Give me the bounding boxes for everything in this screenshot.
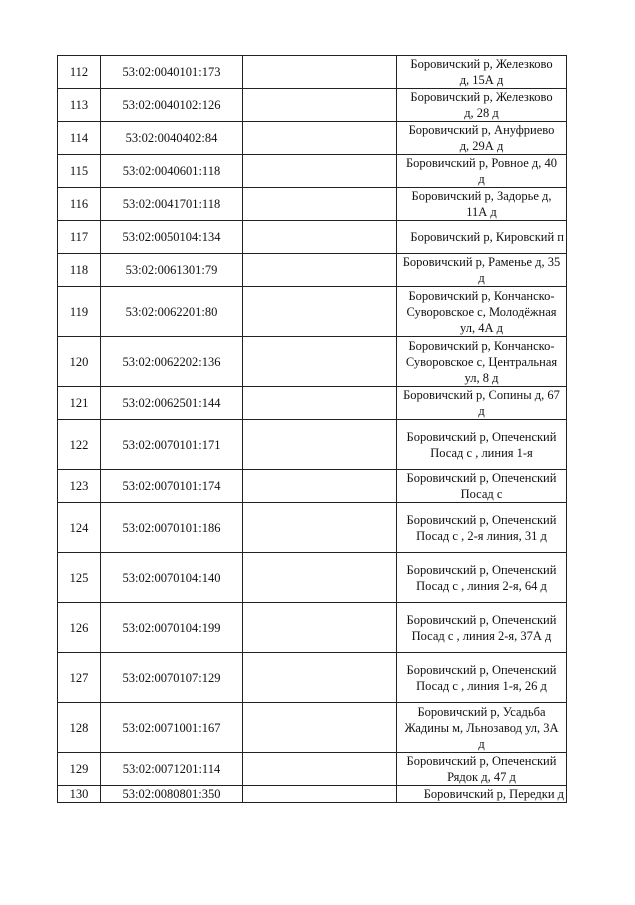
table-row: [58, 188, 567, 221]
address-line: д: [478, 271, 485, 285]
empty-cell: [243, 503, 397, 553]
address-cell: [397, 287, 567, 337]
empty-cell: [243, 188, 397, 221]
table-row: [58, 503, 567, 553]
address-cell: [397, 603, 567, 653]
address-line: Боровичский р, Кончанско-: [408, 288, 555, 303]
table-row: [58, 254, 567, 287]
address-cell: [397, 470, 567, 503]
table-row: [58, 56, 567, 89]
cadastral-number: 53:02:0061301:79: [101, 254, 243, 287]
table-row: [58, 387, 567, 420]
cadastral-number: 53:02:0062201:80: [101, 287, 243, 337]
address-line: Боровичский р, Ровное д, 40: [405, 156, 558, 170]
address-cell: [397, 753, 567, 786]
cadastral-number: 53:02:0062202:136: [101, 337, 243, 387]
address-cell: [397, 254, 567, 287]
address-line: 11А д: [466, 205, 497, 219]
table-row: [58, 155, 567, 188]
address-line: Боровичский р, Ануфриево: [408, 123, 555, 137]
cadastral-number: 53:02:0071001:167: [101, 703, 243, 753]
address-line: Боровичский р, Сопины д, 67: [403, 388, 560, 402]
empty-cell: [243, 122, 397, 155]
address-line: д, 29А д: [459, 139, 504, 153]
row-number: 119: [58, 287, 101, 337]
address-cell: [397, 337, 567, 387]
empty-cell: [243, 786, 397, 803]
address-cell: [397, 503, 567, 553]
empty-cell: [243, 553, 397, 603]
address-line: Боровичский р, Опеченский: [406, 512, 557, 527]
address-line: Боровичский р, Опеченский: [406, 754, 557, 768]
address-cell: [397, 387, 567, 420]
empty-cell: [243, 703, 397, 753]
cadastral-number: 53:02:0040402:84: [101, 122, 243, 155]
row-number: 120: [58, 337, 101, 387]
cadastral-number: 53:02:0040601:118: [101, 155, 243, 188]
address-line: ул, 8 д: [464, 370, 499, 385]
table-body: [58, 56, 567, 803]
row-number: 114: [58, 122, 101, 155]
row-number: 117: [58, 221, 101, 254]
table-row: [58, 420, 567, 470]
address-line: Боровичский р, Кончанско-: [408, 338, 555, 353]
cadastral-number: 53:02:0070104:140: [101, 553, 243, 603]
empty-cell: [243, 56, 397, 89]
table-row: [58, 221, 567, 254]
address-line: Посад с , линия 2-я, 37А д: [411, 628, 552, 643]
address-cell: [397, 703, 567, 753]
address-line: Боровичский р, Опеченский: [406, 471, 557, 485]
cadastral-number: 53:02:0040102:126: [101, 89, 243, 122]
table-row: [58, 553, 567, 603]
row-number: 128: [58, 703, 101, 753]
address-line: д, 28 д: [464, 106, 499, 120]
empty-cell: [243, 387, 397, 420]
address-line: Посад с , линия 1-я: [430, 445, 533, 460]
cadastral-number: 53:02:0080801:350: [101, 786, 243, 803]
address-line: Боровичский р, Усадьба: [417, 704, 546, 719]
row-number: 118: [58, 254, 101, 287]
cadastral-number: 53:02:0040101:173: [101, 56, 243, 89]
address-cell: [397, 89, 567, 122]
table-row: [58, 89, 567, 122]
row-number: 123: [58, 470, 101, 503]
table-row: [58, 470, 567, 503]
empty-cell: [243, 603, 397, 653]
cadastral-number: 53:02:0071201:114: [101, 753, 243, 786]
row-number: 127: [58, 653, 101, 703]
table-row: [58, 753, 567, 786]
address-cell: [397, 653, 567, 703]
row-number: 122: [58, 420, 101, 470]
empty-cell: [243, 155, 397, 188]
row-number: 125: [58, 553, 101, 603]
row-number: 115: [58, 155, 101, 188]
empty-cell: [243, 420, 397, 470]
address-line: Боровичский р, Железково: [410, 57, 553, 71]
cadastral-number: 53:02:0070101:186: [101, 503, 243, 553]
address-line: Посад с , 2-я линия, 31 д: [416, 528, 547, 543]
address-line: Боровичский р, Кировский п: [410, 230, 564, 244]
row-number: 124: [58, 503, 101, 553]
table-row: [58, 337, 567, 387]
row-number: 126: [58, 603, 101, 653]
empty-cell: [243, 221, 397, 254]
address-line: ул, 4А д: [460, 320, 503, 335]
empty-cell: [243, 753, 397, 786]
address-line: Жадины м, Льнозавод ул, 3А: [404, 720, 559, 735]
row-number: 130: [58, 786, 101, 803]
cadastral-number: 53:02:0070101:171: [101, 420, 243, 470]
empty-cell: [243, 89, 397, 122]
address-line: Боровичский р, Опеченский: [406, 562, 557, 577]
table-row: [58, 603, 567, 653]
address-line: Боровичский р, Задорье д,: [411, 189, 552, 203]
empty-cell: [243, 470, 397, 503]
address-cell: [397, 188, 567, 221]
row-number: 121: [58, 387, 101, 420]
empty-cell: [243, 254, 397, 287]
cadastral-number: 53:02:0070104:199: [101, 603, 243, 653]
address-cell: [397, 221, 567, 254]
table-row: [58, 786, 567, 803]
cadastral-number: 53:02:0070101:174: [101, 470, 243, 503]
empty-cell: [243, 653, 397, 703]
address-line: Суворовское с, Центральная: [405, 354, 558, 369]
address-cell: [397, 155, 567, 188]
cadastral-number: 53:02:0041701:118: [101, 188, 243, 221]
address-line: Посад с , линия 2-я, 64 д: [416, 578, 547, 593]
empty-cell: [243, 287, 397, 337]
cadastral-number: 53:02:0070107:129: [101, 653, 243, 703]
cadastral-number: 53:02:0062501:144: [101, 387, 243, 420]
table-row: [58, 122, 567, 155]
address-line: д: [478, 736, 485, 751]
table-row: [58, 653, 567, 703]
address-line: Суворовское с, Молодёжная: [406, 304, 557, 319]
empty-cell: [243, 337, 397, 387]
address-cell: [397, 56, 567, 89]
address-line: Боровичский р, Раменье д, 35: [402, 255, 561, 269]
address-cell: [397, 786, 567, 803]
row-number: 116: [58, 188, 101, 221]
address-line: Боровичский р, Опеченский: [406, 662, 557, 677]
row-number: 112: [58, 56, 101, 89]
cadastral-number: 53:02:0050104:134: [101, 221, 243, 254]
table-row: [58, 287, 567, 337]
row-number: 129: [58, 753, 101, 786]
address-line: Посад с: [460, 487, 503, 501]
table-row: [58, 703, 567, 753]
address-line: Посад с , линия 1-я, 26 д: [416, 678, 547, 693]
address-line: Рядок д, 47 д: [447, 770, 516, 784]
address-line: Боровичский р, Опеченский: [406, 612, 557, 627]
records-table: [57, 55, 567, 803]
address-cell: [397, 420, 567, 470]
address-line: Боровичский р, Опеченский: [406, 429, 557, 444]
address-line: д, 15А д: [459, 73, 504, 87]
address-line: Боровичский р, Железково: [410, 90, 553, 104]
row-number: 113: [58, 89, 101, 122]
address-cell: [397, 553, 567, 603]
address-line: Боровичский р, Передки д: [423, 787, 564, 801]
address-line: д: [478, 172, 485, 186]
address-cell: [397, 122, 567, 155]
address-line: д: [478, 404, 485, 418]
